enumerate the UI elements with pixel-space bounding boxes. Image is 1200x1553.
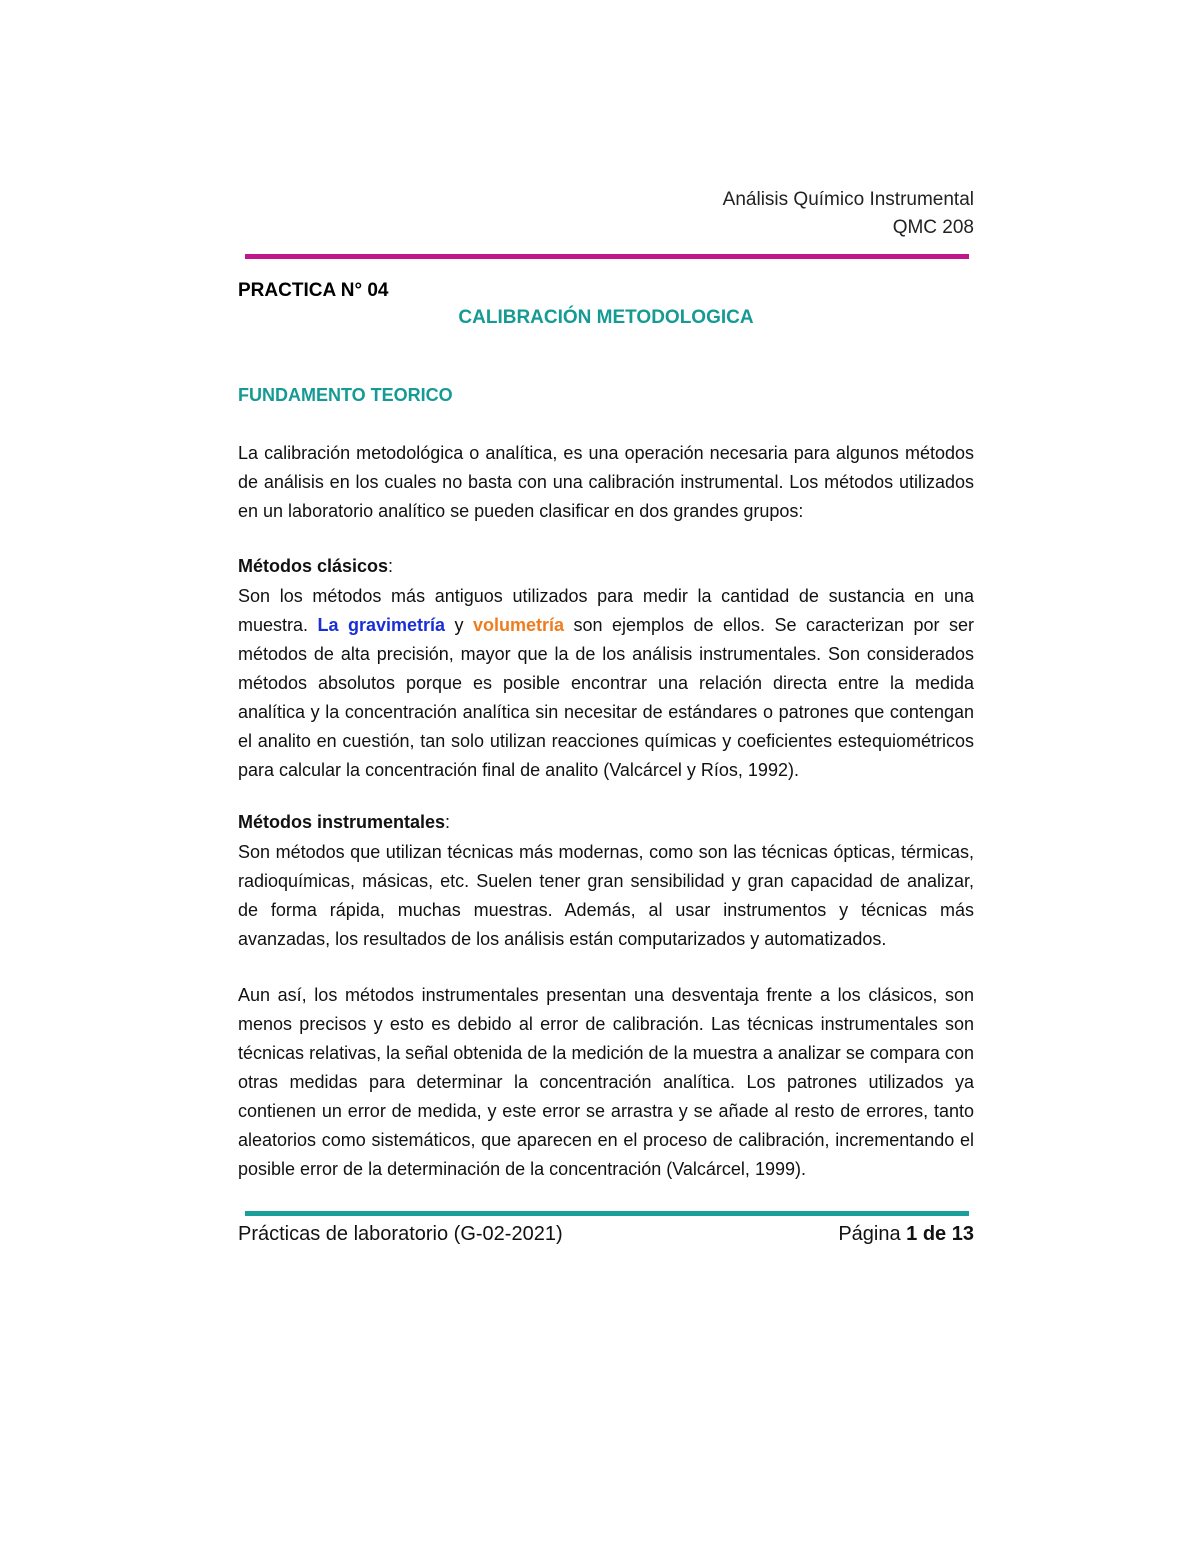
header-divider [245, 254, 969, 259]
course-code: QMC 208 [892, 217, 974, 238]
page-number [838, 1223, 974, 1246]
page-total: 13 [951, 1223, 974, 1245]
connector-word: y [454, 615, 464, 635]
intro-paragraph: La calibración metodológica o analítica, es una operación necesaria para algunos métodos de análisis en los cuales no basta con una calibración instrumental. Los métodos utilizados en un laboratorio analítico se pueden clasificar en dos grandes grupos: [238, 443, 974, 521]
classic-rest: son ejemplos de ellos. Se caracterizan por ser métodos de alta precisión, mayor que la de los análisis instrumentales. Son considerados métodos absolutos porque es posible encontrar una relación directa entre la medida analítica y la concentración analítica sin necesitar de estándares o patrones que contengan el analito en cuestión, tan solo utilizan reacciones químicas y coeficientes estequiométricos para calcular la concentración final de analito (Valcárcel y Ríos, 1992). [238, 615, 974, 780]
footer-divider [245, 1211, 969, 1216]
classic-methods-heading [238, 556, 393, 577]
footer-document-label: Prácticas de laboratorio (G-02-2021) [238, 1223, 563, 1245]
instrumental-methods-paragraph: Son métodos que utilizan técnicas más modernas, como son las técnicas ópticas, térmicas, radioquímicas, másicas, etc. Suelen tener gran sensibilidad y gran capacidad de analizar, de forma rápida, muchas muestras. Además, al usar instrumentos y técnicas más avanzadas, los resultados de los análisis están computarizados y automatizados. [238, 842, 974, 949]
page-current: 1 [906, 1223, 918, 1245]
volumetria-term: volumetría [473, 615, 565, 635]
classic-methods-heading-text: Métodos clásicos [238, 556, 389, 576]
instrumental-methods-heading-text: Métodos instrumentales [238, 812, 446, 832]
closing-paragraph: Aun así, los métodos instrumentales presentan una desventaja frente a los clásicos, son menos precisos y esto es debido al error de calibración. Las técnicas instrumentales son técnicas relativas, la señal obtenida de la medición de la muestra a analizar se compara con otras medidas para determinar la concentración analítica. Los patrones utilizados ya contienen un error de medida, y este error se arrastra y se añade al resto de errores, tanto aleatorios como sistemáticos, que aparecen en el proceso de calibración, incrementando el posible error de la determinación de la concentración (Valcárcel, 1999). [238, 985, 974, 1179]
instrumental-methods-heading [238, 812, 450, 833]
document-title: CALIBRACIÓN METODOLOGICA [458, 307, 754, 328]
page-word: Página [838, 1223, 901, 1245]
section-heading: FUNDAMENTO TEORICO [238, 385, 453, 405]
heading-colon: : [445, 812, 451, 832]
page-of: de [922, 1223, 947, 1245]
classic-sentence: Son los métodos más antiguos utilizados para medir la cantidad de sustancia en una muestra. [238, 586, 974, 635]
course-name: Análisis Químico Instrumental [722, 189, 974, 210]
page-header [238, 186, 974, 242]
classic-methods-paragraph [238, 582, 974, 785]
gravimetria-term: La gravimetría [317, 615, 446, 635]
practice-number: PRACTICA N° 04 [238, 280, 389, 301]
heading-colon: : [388, 556, 394, 576]
